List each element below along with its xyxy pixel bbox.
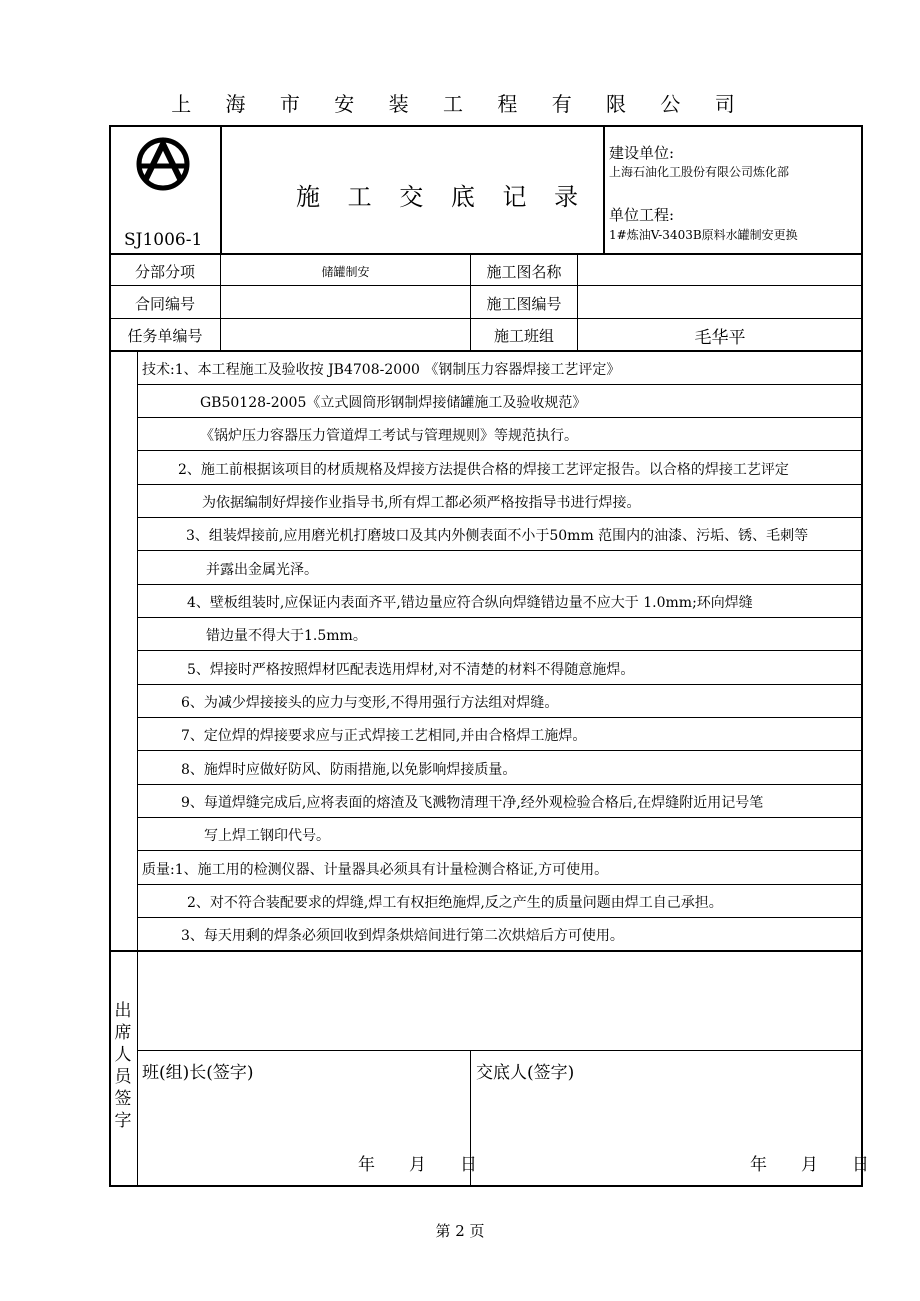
info-label: 施工图编号 [486,295,562,313]
content-line: 7、定位焊的焊接要求应与正式焊接工艺相同,并由合格焊工施焊。 [181,728,587,744]
form-code: SJ1006-1 [124,230,203,250]
attendance-label: 出席人员签字 [114,1001,132,1131]
content-line: 质量:1、施工用的检测仪器、计量器具必须具有计量检测合格证,方可使用。 [142,862,609,878]
content-row-line [137,850,862,851]
info-label: 施工班组 [493,327,554,345]
content-row-line [137,517,862,518]
row-line [110,285,862,286]
content-line: 9、每道焊缝完成后,应将表面的熔渣及飞溅物清理干净,经外观检验合格后,在焊缝附近用记号笔 [181,795,764,811]
content-row-line [137,384,862,385]
content-line: 4、壁板组装时,应保证内表面齐平,错边量应符合纵向焊缝错边量不应大于 1.0mm;环向焊缝 [187,595,753,611]
content-line: 《锅炉压力容器压力管道焊工考试与管理规则》等规范执行。 [200,428,578,444]
content-row-line [137,717,862,718]
row-line [110,318,862,319]
content-margin-line [137,351,138,1187]
date-right: 年 月 日 [750,1155,869,1175]
content-line: 5、焊接时严格按照焊材匹配表选用焊材,对不清楚的材料不得随意施焊。 [187,662,635,678]
info-value: 储罐制安 [321,265,370,279]
content-line: 写上焊工钢印代号。 [204,828,330,844]
content-row-line [137,617,862,618]
header-bottom-line [110,253,862,255]
content-row-line [137,884,862,885]
content-bottom-line [110,950,862,952]
content-row-line [137,584,862,585]
content-line: 为依据编制好焊接作业指导书,所有焊工都必须严格按指导书进行焊接。 [202,495,641,511]
content-row-line [137,684,862,685]
row-line [110,350,862,352]
header-divider-left [220,126,222,253]
page-number: 第 2 页 [435,1222,485,1240]
info-label: 分部分项 [134,263,195,281]
content-line: 2、施工前根据该项目的材质规格及焊接方法提供合格的焊接工艺评定报告。以合格的焊接工艺评定 [178,462,789,478]
unit-project-value: 1#炼油V-3403B原料水罐制安更换 [609,228,798,242]
date-left: 年 月 日 [358,1155,477,1175]
company-name: 上 海 市 安 装 工 程 有 限 公 司 [171,92,749,116]
content-line: 并露出金属光泽。 [206,562,318,578]
content-line: 2、对不符合装配要求的焊缝,焊工有权拒绝施焊,反之产生的质量问题由焊工自己承担。 [187,895,723,911]
team-name: 毛华平 [694,328,746,348]
info-label: 任务单编号 [127,327,203,345]
signature-top-line [137,1050,862,1051]
content-line: 6、为减少焊接接头的应力与变形,不得用强行方法组对焊缝。 [181,695,559,711]
info-label: 施工图名称 [486,263,562,281]
content-line: GB50128-2005《立式圆筒形钢制焊接储罐施工及验收规范》 [200,395,587,411]
content-row-line [137,750,862,751]
content-row-line [137,817,862,818]
content-row-line [137,650,862,651]
content-row-line [137,550,862,551]
content-row-line [137,450,862,451]
content-line: 3、每天用剩的焊条必须回收到焊条烘焙间进行第二次烘焙后方可使用。 [181,928,624,944]
client-value: 上海石油化工股份有限公司炼化部 [609,165,790,179]
content-line: 8、施焊时应做好防风、防雨措施,以免影响焊接质量。 [181,762,517,778]
company-logo-icon [135,136,191,192]
content-line: 3、组装焊接前,应用磨光机打磨坡口及其内外侧表面不小于50mm 范围内的油漆、污垢、锈、毛刺等 [186,528,809,544]
content-row-line [137,917,862,918]
info-label: 合同编号 [134,295,195,313]
content-row-line [137,484,862,485]
document-title: 施 工 交 底 记 录 [296,183,589,211]
header-divider-right [603,126,605,253]
discloser-signature-label: 交底人(签字) [476,1063,575,1083]
client-label: 建设单位: [609,144,675,162]
content-line: 技术:1、本工程施工及验收按 JB4708-2000 《钢制压力容器焊接工艺评定》 [142,362,621,378]
content-row-line [137,784,862,785]
content-row-line [137,417,862,418]
content-line: 错边量不得大于1.5mm。 [206,628,367,644]
unit-project-label: 单位工程: [609,206,675,224]
team-leader-signature-label: 班(组)长(签字) [142,1063,254,1083]
